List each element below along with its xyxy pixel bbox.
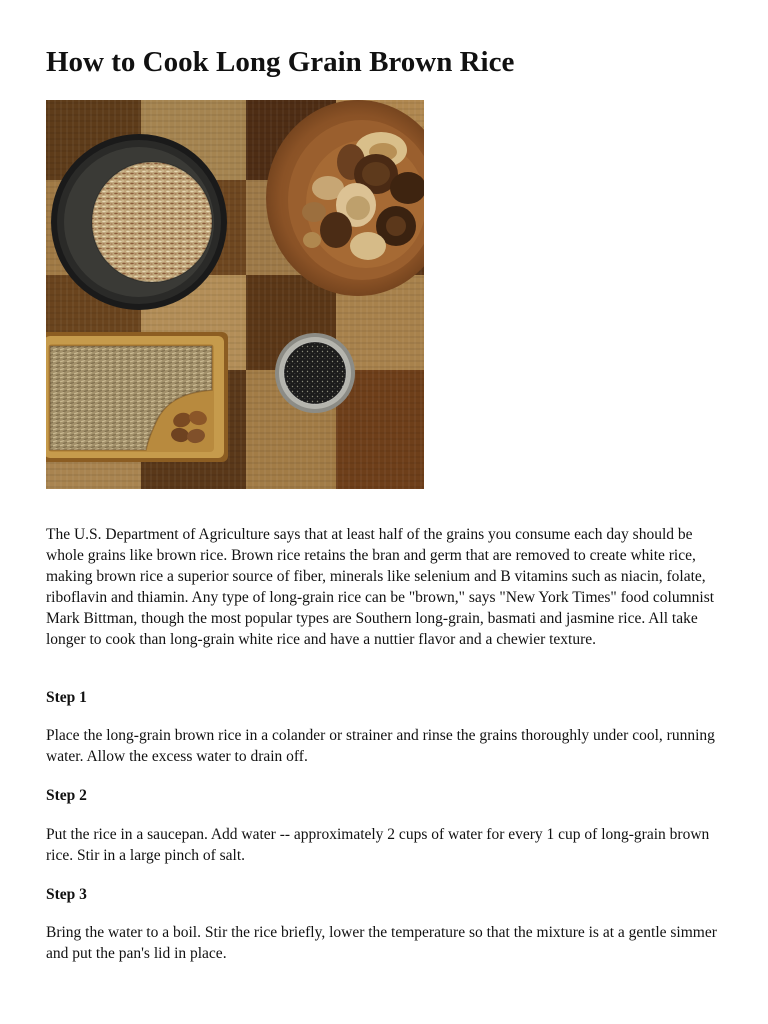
page-title: How to Cook Long Grain Brown Rice xyxy=(46,46,515,78)
intro-paragraph: The U.S. Department of Agriculture says that at least half of the grains you consume each day should be whole grains like brown rice. Brown rice retains the bran and germ that are removed to create white rice, making brown rice a superior source of fiber, minerals like selenium and B vitamins such as niacin, folate, riboflavin and thiamin. Any type of long-grain rice can be "brown," says "New York Times" food columnist Mark Bittman, though the most popular types are Southern long-grain, basmati and jasmine rice. All take longer to cook than long-grain white rice and have a nuttier flavor and a chewier texture. xyxy=(46,526,715,648)
step-1-text: Place the long-grain brown rice in a colander or strainer and rinse the grains thoroughly under cool, running water. Allow the excess water to drain off. xyxy=(46,727,715,765)
step-1-title: Step 1 xyxy=(46,689,87,706)
step-3-text: Bring the water to a boil. Stir the rice briefly, lower the temperature so that the mixture is at a gentle simmer and put the pan's lid in place. xyxy=(46,924,717,962)
step-3-title: Step 3 xyxy=(46,886,87,903)
rice-photo xyxy=(46,100,424,489)
rice-photo-illustration xyxy=(46,100,424,489)
step-2-text: Put the rice in a saucepan. Add water -- approximately 2 cups of water for every 1 cup of long-grain brown rice. Stir in a large pinch of salt. xyxy=(46,826,710,864)
step-2-title: Step 2 xyxy=(46,787,87,804)
